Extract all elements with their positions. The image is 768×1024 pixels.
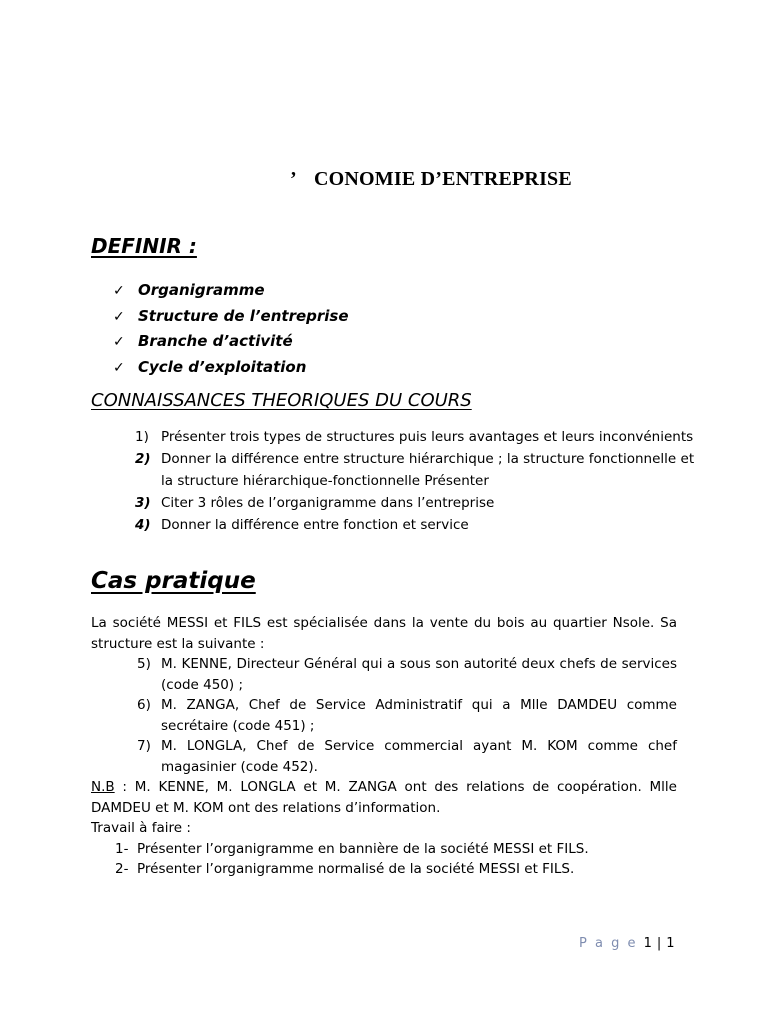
item-number: 6) xyxy=(137,697,151,713)
title-text: CONOMIE D’ENTREPRISE xyxy=(314,168,572,190)
checklist-item-label: Organigramme xyxy=(138,281,265,299)
checklist-item-label: Structure de l’entreprise xyxy=(138,306,349,325)
task-number: 1- xyxy=(115,840,129,857)
checklist-item xyxy=(113,329,349,355)
structure-item xyxy=(137,736,677,777)
checklist-item xyxy=(113,355,349,381)
item-text: Présenter trois types de structures puis leurs avantages et leurs inconvénients xyxy=(161,429,694,445)
checklist-item xyxy=(113,278,349,304)
item-number: 3) xyxy=(135,495,151,511)
checkmark-icon: ✓ xyxy=(113,283,125,299)
item-number: 2) xyxy=(135,451,151,467)
item-text: M. LONGLA, Chef de Service commercial ayant M. KOM comme chef magasinier (code 452). xyxy=(161,738,677,775)
connaissances-heading: CONNAISSANCES THEORIQUES DU COURS xyxy=(91,390,472,411)
item-text: Donner la différence entre structure hiérarchique ; la structure fonctionnelle et la structure hiérarchique-fonctionnelle Présenter xyxy=(161,451,695,489)
item-number: 5) xyxy=(137,656,151,672)
cas-pratique-body xyxy=(91,613,677,880)
task-number: 2- xyxy=(115,861,129,877)
definir-checklist xyxy=(113,278,349,380)
checklist-item-label: Branche d’activité xyxy=(138,332,293,350)
structure-item xyxy=(137,695,677,736)
connaissances-list xyxy=(135,426,695,536)
nb-label: N.B xyxy=(91,779,115,795)
numbered-item xyxy=(135,426,695,448)
task-item xyxy=(115,839,677,860)
title-apostrophe: ’ xyxy=(290,168,297,190)
page-number: 1 xyxy=(643,936,654,951)
checklist-item-label: Cycle d’exploitation xyxy=(138,357,307,376)
task-text: Présenter l’organigramme normalisé de la société MESSI et FILS. xyxy=(137,861,575,877)
page-separator: | xyxy=(656,936,664,951)
item-number: 4) xyxy=(135,517,151,533)
document-title xyxy=(290,168,572,191)
nb-text: : M. KENNE, M. LONGLA et M. ZANGA ont des relations de coopération. Mlle DAMDEU et M. KOM ont des relations d’information. xyxy=(91,779,677,816)
checkmark-icon: ✓ xyxy=(113,359,125,376)
item-text: Citer 3 rôles de l’organigramme dans l’entreprise xyxy=(161,495,495,511)
nb-paragraph xyxy=(91,777,677,818)
cas-pratique-heading: Cas pratique xyxy=(91,568,256,594)
numbered-item xyxy=(135,492,695,514)
definir-heading: DEFINIR : xyxy=(91,234,197,258)
item-text: M. KENNE, Directeur Général qui a sous son autorité deux chefs de services (code 450) ; xyxy=(161,656,677,693)
item-number: 1) xyxy=(135,429,149,445)
task-text: Présenter l’organigramme en bannière de la société MESSI et FILS. xyxy=(137,840,589,857)
cas-intro: La société MESSI et FILS est spécialisée dans la vente du bois au quartier Nsole. Sa structure est la suivante : xyxy=(91,615,677,652)
task-item xyxy=(115,859,677,880)
item-text: Donner la différence entre fonction et service xyxy=(161,517,469,533)
travail-label: Travail à faire : xyxy=(91,820,191,836)
page-label: P a g e xyxy=(579,936,638,951)
page-total: 1 xyxy=(666,936,677,951)
checkmark-icon: ✓ xyxy=(113,334,125,350)
numbered-item xyxy=(135,514,695,536)
item-text: M. ZANGA, Chef de Service Administratif qui a Mlle DAMDEU comme secrétaire (code 451) ; xyxy=(161,697,677,734)
item-number: 7) xyxy=(137,738,151,754)
checkmark-icon: ✓ xyxy=(113,308,125,325)
numbered-item xyxy=(135,448,695,492)
page-footer xyxy=(579,936,677,951)
structure-item xyxy=(137,654,677,695)
checklist-item xyxy=(113,304,349,330)
